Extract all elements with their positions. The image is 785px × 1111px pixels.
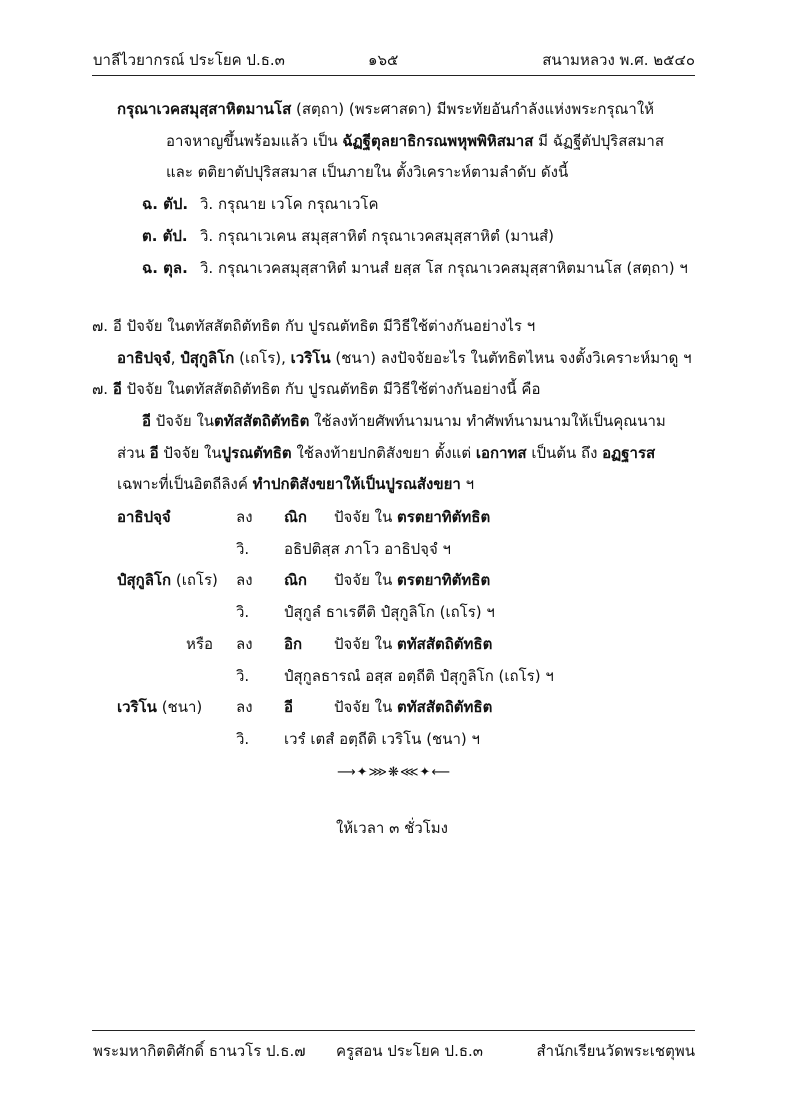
row2-suffix: ณิก bbox=[284, 571, 307, 589]
question-line-2: อาธิปจฺจํ, ปํสุกูลิโก (เถโร), เวริโน (ชนา) ลงปัจจัยอะไร ในตัทธิตไหน จงตั้งวิเคราะห์มาดู ฯ bbox=[117, 349, 692, 367]
row3-analysis: ปํสุกูลธารณํ อสฺส อตฺถีติ ปํสุกูลิโก (เถโร) ฯ bbox=[284, 667, 554, 685]
ornament-divider: ⟶✦⋙❋⋘✦⟵ bbox=[337, 765, 451, 780]
breakdown-text-2: วิ. กรุณาเวเคน สมุสฺสาหิตํ กรุณาเวคสมุสฺสาหิตํ (มานสํ) bbox=[200, 227, 555, 245]
question-line-1: ๗. อี ปัจจัย ในตทัสสัตถิตัทธิต กับ ปูรณตัทธิต มีวิธีใช้ต่างกันอย่างไร ฯ bbox=[92, 317, 536, 335]
time-note: ให้เวลา ๓ ชั่วโมง bbox=[335, 819, 449, 837]
answer-para-2: ส่วน อี ปัจจัย ในปูรณตัทธิต ใช้ลงท้ายปกติสังขยา ตั้งแต่ เอกาทส เป็นต้น ถึง อฏฐารส bbox=[117, 444, 656, 462]
row2-type: ปัจจัย ใน ตรตยาทิตัทธิต bbox=[334, 571, 491, 589]
row2-word: ปํสุกูลิโก (เถโร) bbox=[117, 571, 218, 589]
row1-vi: วิ. bbox=[236, 540, 250, 558]
row4-vi: วิ. bbox=[236, 730, 250, 748]
row1-verb: ลง bbox=[236, 508, 253, 526]
row1-word: อาธิปจฺจํ bbox=[117, 508, 171, 526]
footer-rule bbox=[92, 1030, 695, 1031]
row1-suffix: ณิก bbox=[284, 508, 307, 526]
footer-right: สำนักเรียนวัดพระเชตุพน bbox=[536, 1042, 695, 1060]
footer-center: ครูสอน ประโยค ป.ธ.๓ bbox=[336, 1042, 484, 1060]
row1-analysis: อธิปติสฺส ภาโว อาธิปจฺจํ ฯ bbox=[284, 540, 451, 558]
footer-left: พระมหากิตติศักดิ์ ธานวโร ป.ธ.๗ bbox=[93, 1042, 306, 1060]
intro-line-3: และ ตติยาตัปปุริสสมาส เป็นภายใน ตั้งวิเคราะห์ตามลำดับ ดังนี้ bbox=[166, 163, 569, 181]
header-right: สนามหลวง พ.ศ. ๒๕๔๐ bbox=[542, 51, 695, 69]
row4-word: เวริโน (ชนา) bbox=[117, 698, 203, 716]
compound-word: กรุณาเวคสมุสฺสาหิตมานโส bbox=[117, 100, 292, 118]
answer-para-1: อี ปัจจัย ในตทัสสัตถิตัทธิต ใช้ลงท้ายศัพท์นามนาม ทำศัพท์นามนามให้เป็นคุณนาม bbox=[142, 412, 666, 430]
answer-para-3: เฉพาะที่เป็นอิตถีลิงค์ ทำปกติสังขยาให้เป็นปูรณสังขยา ฯ bbox=[117, 475, 475, 493]
breakdown-label-1: ฉ. ตัป. bbox=[142, 195, 189, 213]
row2-verb: ลง bbox=[236, 571, 253, 589]
row3-suffix: อิก bbox=[284, 635, 303, 653]
header-rule bbox=[92, 75, 695, 76]
breakdown-label-3: ฉ. ตุล. bbox=[142, 259, 188, 277]
header-left: บาลีไวยากรณ์ ประโยค ป.ธ.๓ bbox=[93, 51, 285, 69]
row4-type: ปัจจัย ใน ตทัสสัตถิตัทธิต bbox=[334, 698, 493, 716]
row3-verb: ลง bbox=[236, 635, 253, 653]
row3-vi: วิ. bbox=[236, 667, 250, 685]
intro-line-2: อาจหาญขึ้นพร้อมแล้ว เป็น ฉัฏฐีตุลยาธิกรณพหุพพิหิสมาส มี ฉัฏฐีตัปปุริสสมาส bbox=[166, 132, 664, 150]
breakdown-text-3: วิ. กรุณาเวคสมุสฺสาหิตํ มานสํ ยสฺส โส กรุณาเวคสมุสฺสาหิตมานโส (สตฺถา) ฯ bbox=[200, 259, 688, 277]
row4-suffix: อี bbox=[284, 698, 294, 716]
answer-line-1: ๗. อี ปัจจัย ในตทัสสัตถิตัทธิต กับ ปูรณตัทธิต มีวิธีใช้ต่างกันอย่างนี้ คือ bbox=[92, 380, 541, 398]
row2-analysis: ปํสุกูลํ ธาเรตีติ ปํสุกูลิโก (เถโร) ฯ bbox=[284, 603, 495, 621]
row4-analysis: เวรํ เตสํ อตฺถีติ เวริโน (ชนา) ฯ bbox=[284, 730, 480, 748]
row2-vi: วิ. bbox=[236, 603, 250, 621]
row3-word: หรือ bbox=[186, 635, 213, 653]
breakdown-label-2: ต. ตัป. bbox=[142, 227, 188, 245]
row4-verb: ลง bbox=[236, 698, 253, 716]
breakdown-text-1: วิ. กรุณาย เวโค กรุณาเวโค bbox=[200, 195, 379, 213]
page-number: ๑๖๕ bbox=[368, 51, 399, 69]
row3-type: ปัจจัย ใน ตทัสสัตถิตัทธิต bbox=[334, 635, 493, 653]
row1-type: ปัจจัย ใน ตรตยาทิตัทธิต bbox=[334, 508, 491, 526]
intro-line-1: กรุณาเวคสมุสฺสาหิตมานโส (สตฺถา) (พระศาสดา) มีพระทัยอันกำลังแห่งพระกรุณาให้ bbox=[117, 100, 655, 118]
